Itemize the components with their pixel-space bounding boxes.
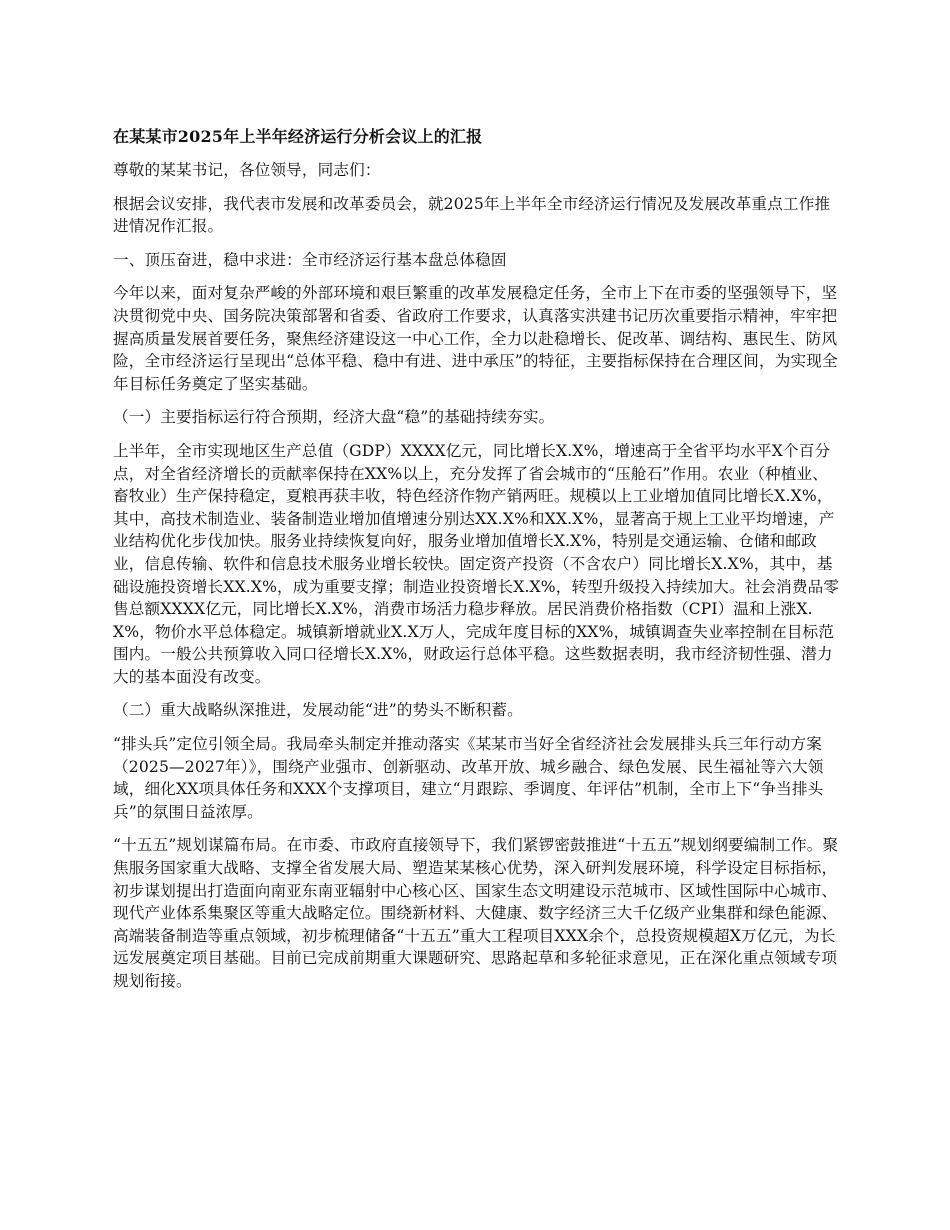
pioneer-paragraph: “排头兵”定位引领全局。我局牵头制定并推动落实《某某市当好全省经济社会发展排头兵三年行动方案（2025—2027年）》，围绕产业强市、创新驱动、改革开放、城乡融合、绿色发展、民生福祉等六大领域，细化XX项具体任务和XXX个支撑项目，建立“月跟踪、季调度、年评估”机制，全市上下“争当排头兵”的氛围日益浓厚。 — [113, 735, 824, 821]
section-1-paragraph: 今年以来，面对复杂严峻的外部环境和艰巨繁重的改革发展稳定任务，全市上下在市委的坚强领导下，坚决贯彻党中央、国务院决策部署和省委、省政府工作要求，认真落实洪建书记历次重要指示精神，牢牢把握高质量发展首要任务，聚焦经济建设这一中心工作，全力以赴稳增长、促改革、调结构、惠民生、防风险，全市经济运行呈现出“总体平稳、稳中有进、进中承压”的特征，主要指标保持在合理区间，为实现全年目标任务奠定了坚实基础。 — [113, 284, 838, 393]
section-heading-1: 一、顶压奋进，稳中求进：全市经济运行基本盘总体稳固 — [113, 250, 507, 269]
document-title: 在某某市2025年上半年经济运行分析会议上的汇报 — [113, 127, 483, 146]
indicators-paragraph: 上半年，全市实现地区生产总值（GDP）XXXX亿元，同比增长X.X%，增速高于全省平均水平X个百分点，对全省经济增长的贡献率保持在XX%以上，充分发挥了省会城市的“压舱石”作用。农业（种植业、畜牧业）生产保持稳定，夏粮再获丰收，特色经济作物产销两旺。规模以上工业增加值同比增长X.X%，其中，高技术制造业、装备制造业增加值增速分别达XX.X%和XX.X%，显著高于规上工业平均增速，产业结构优化步伐加快。服务业持续恢复向好，服务业增加值增长X.X%，特别是交通运输、仓储和邮政业，信息传输、软件和信息技术服务业增长较快。固定资产投资（不含农户）同比增长X.X%，其中，基础设施投资增长XX.X%，成为重要支撑；制造业投资增长X.X%，转型升级投入持续加大。社会消费品零售总额XXXX亿元，同比增长X.X%，消费市场活力稳步释放。居民消费价格指数（CPI）温和上涨X.X%，物价水平总体稳定。城镇新增就业X.X万人，完成年度目标的XX%，城镇调查失业率控制在目标范围内。一般公共预算收入同口径增长X.X%，财政运行总体平稳。这些数据表明，我市经济韧性强、潜力大的基本面没有改变。 — [113, 441, 840, 686]
subsection-heading-1: （一）主要指标运行符合预期，经济大盘“稳”的基础持续夯实。 — [113, 408, 555, 427]
salutation: 尊敬的某某书记，各位领导，同志们： — [113, 161, 381, 179]
document-body — [113, 126, 843, 1004]
plan-paragraph: “十五五”规划谋篇布局。在市委、市政府直接领导下，我们紧锣密鼓推进“十五五”规划纲要编制工作。聚焦服务国家重大战略、支撑全省发展大局、塑造某某核心优势，深入研判发展环境，科学设定目标指标，初步谋划提出打造面向南亚东南亚辐射中心核心区、国家生态文明建设示范城市、区域性国际中心城市、现代产业体系集聚区等重大战略定位。围绕新材料、大健康、数字经济三大千亿级产业集群和绿色能源、高端装备制造等重点领域，初步梳理储备“十五五”重大工程项目XXX余个，总投资规模超X万亿元，为长远发展奠定项目基础。目前已完成前期重大课题研究、思路起草和多轮征求意见，正在深化重点领域专项规划衔接。 — [113, 836, 839, 990]
subsection-heading-2: （二）重大战略纵深推进，发展动能“进”的势头不断积蓄。 — [113, 701, 523, 720]
intro-paragraph: 根据会议安排，我代表市发展和改革委员会，就2025年上半年全市经济运行情况及发展改革重点工作推进情况作汇报。 — [113, 194, 831, 236]
